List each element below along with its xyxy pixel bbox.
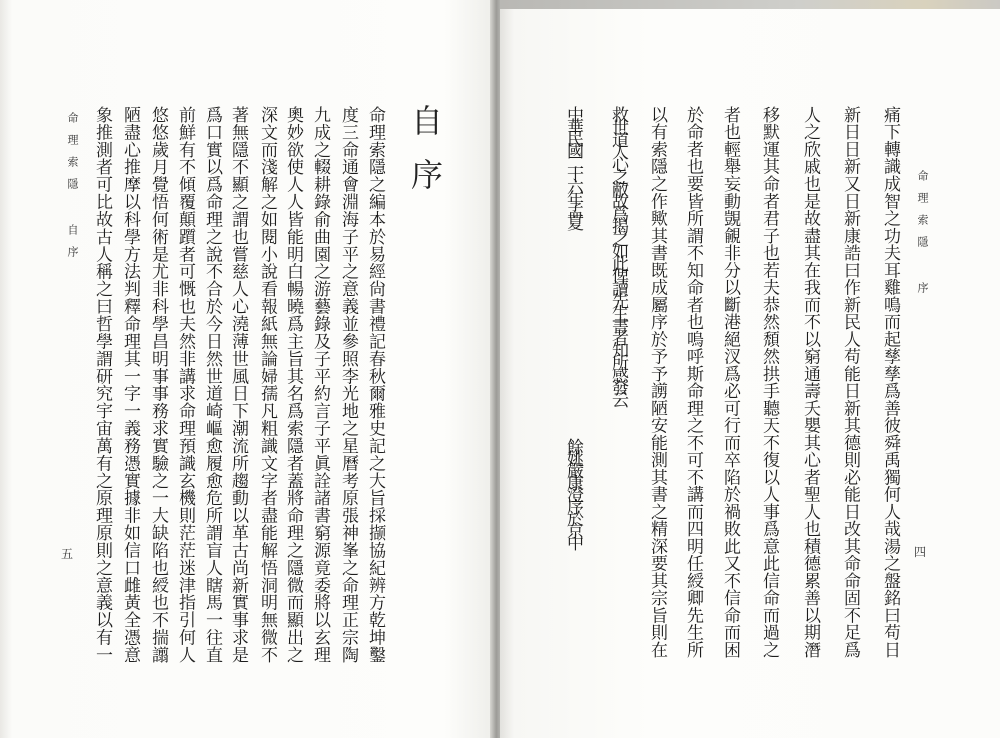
page-number: 五 xyxy=(61,547,74,561)
running-header: 命理索隱 自序 xyxy=(66,112,79,268)
text-column: 者也輕舉妄動覬覦非分以斷港絕汊爲必可行而卒陷於禍敗此又不信命而困 xyxy=(720,106,740,658)
text-column: 陋盡心推摩以科學方法判釋命理其一字一義務憑實據非如信口雌黃全憑意 xyxy=(120,106,140,663)
text-column: 命理索隱之編本於易經尙書禮記春秋爾雅史記之大旨採撷協紀辨方乾坤鑿 xyxy=(365,106,385,663)
text-column: 奧妙欲使人人皆能明白暢曉爲主旨其名爲索隱者蓋將命理之隱微而顯出之 xyxy=(283,106,303,663)
preface-title: 自序 xyxy=(406,104,444,212)
text-column: 度三命通會淵海子平之意義並參照李光地之星曆考原張神峯之命理正宗陶 xyxy=(338,106,358,663)
author-signature: 餘姚嚴康澄序於京中 xyxy=(563,438,583,546)
text-column: 移默運其命者君子也若夫恭然頹然拱手聽天不復以人事爲意此信命而過之 xyxy=(759,106,779,658)
text-column: 痛下轉識成智之功夫耳雞鳴而起孳孳爲善彼舜禹獨何人哉湯之盤銘曰苟日 xyxy=(880,106,900,658)
text-column: 爲口實以爲命理之說不合於今日然世道崎嶇愈履愈危所謂盲人瞎馬一往直 xyxy=(202,106,222,663)
date-line: 中華民國二十六年孟夏 xyxy=(563,106,583,226)
text-column: 救世道人心之敝故爲揭之如此俾讀先生書者知所感發云 xyxy=(608,106,628,404)
left-page xyxy=(0,0,494,738)
text-column: 人之欣戚也是故盡其在我而不以窮通壽夭嬰其心者聖人也積德累善以期潛 xyxy=(800,106,820,658)
text-column: 以有索隱之作歟其書既成屬序於予予謭陋安能測其書之精深要其宗旨則在 xyxy=(647,106,667,658)
page-number: 四 xyxy=(914,545,927,559)
text-column: 前鮮有不傾覆顛躓者可慨也夫然非講求命理預識玄機則茫茫迷津指引何人 xyxy=(175,106,195,663)
text-column: 象推測者可比故古人稱之曰哲學謂研究宇宙萬有之原理原則之意義以有一 xyxy=(92,106,112,663)
text-column: 新日日新又日新康誥曰作新民人苟能日新其德則必能日改其命命固不足爲 xyxy=(840,106,860,658)
text-column: 悠悠歲月覺悟何術是尤非科學昌明事事務求實驗之一大缺陷也綬也不揣譾 xyxy=(148,106,168,663)
text-column: 著無隱不顯之謂也嘗慈人心澆薄世風日下潮流所趨動以革古尚新實事求是 xyxy=(228,106,248,663)
text-column: 九成之輟耕錄俞曲園之游藝錄及子平約言子平眞詮諸書窮源竟委將以玄理 xyxy=(310,106,330,663)
running-header: 命理索隱 序 xyxy=(916,170,929,304)
text-column: 深文而淺解之如閱小說看報紙無論婦孺凡粗識文字者盡能解悟洞明無微不 xyxy=(257,106,277,663)
text-column: 於命者也要皆所謂不知命者也嗚呼斯命理之不可不講而四明任綬卿先生所 xyxy=(683,106,703,658)
scan-edge xyxy=(500,0,1000,9)
right-page xyxy=(500,0,1000,738)
